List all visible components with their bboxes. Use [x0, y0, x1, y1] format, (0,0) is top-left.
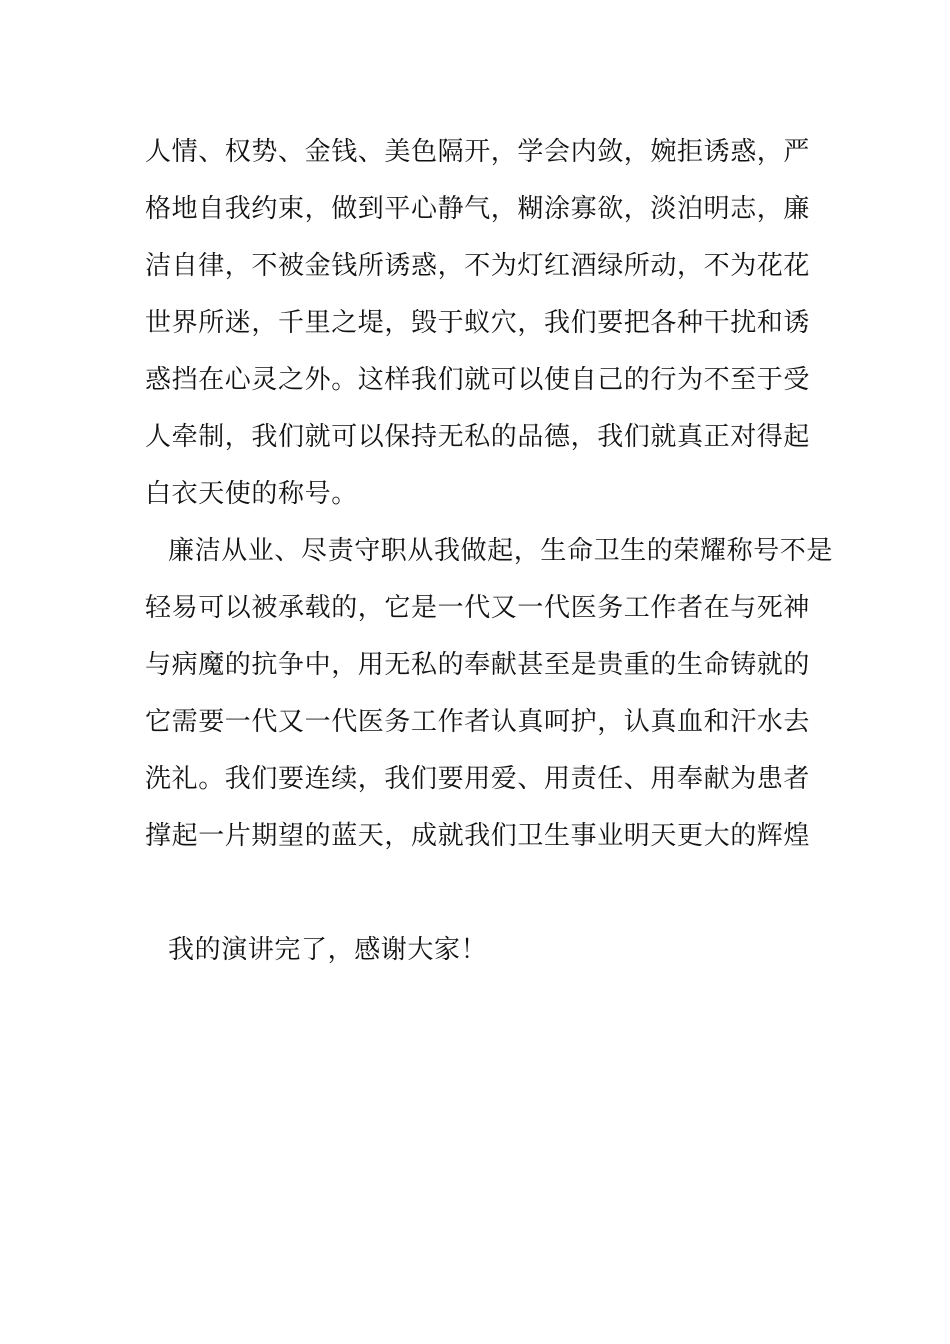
paragraph-2-line-1: 廉洁从业、尽责守职从我做起，生命卫生的荣耀称号不是: [168, 536, 834, 566]
paragraph-1-line-1: 人情、权势、金钱、美色隔开，学会内敛，婉拒诱惑，严: [145, 137, 811, 167]
paragraph-2-line-5: 洗礼。我们要连续，我们要用爱、用责任、用奉献为患者: [145, 764, 811, 794]
paragraph-1-line-6: 人牵制，我们就可以保持无私的品德，我们就真正对得起: [145, 422, 811, 452]
closing-line: 我的演讲完了，感谢大家！: [168, 935, 488, 965]
paragraph-2-line-3: 与病魔的抗争中，用无私的奉献甚至是贵重的生命铸就的: [145, 650, 811, 680]
paragraph-1-line-2: 格地自我约束，做到平心静气，糊涂寡欲，淡泊明志，廉: [145, 194, 811, 224]
paragraph-2-line-4: 它需要一代又一代医务工作者认真呵护，认真血和汗水去: [145, 707, 811, 737]
paragraph-1-line-7: 白衣天使的称号。: [145, 479, 358, 509]
paragraph-1-line-5: 惑挡在心灵之外。这样我们就可以使自己的行为不至于受: [145, 365, 811, 395]
paragraph-1-line-3: 洁自律，不被金钱所诱惑，不为灯红酒绿所动，不为花花: [145, 251, 811, 281]
paragraph-2-line-6: 撑起一片期望的蓝天，成就我们卫生事业明天更大的辉煌: [145, 821, 811, 851]
paragraph-2-line-2: 轻易可以被承载的，它是一代又一代医务工作者在与死神: [145, 593, 811, 623]
paragraph-1-line-4: 世界所迷，千里之堤，毁于蚁穴，我们要把各种干扰和诱: [145, 308, 811, 338]
